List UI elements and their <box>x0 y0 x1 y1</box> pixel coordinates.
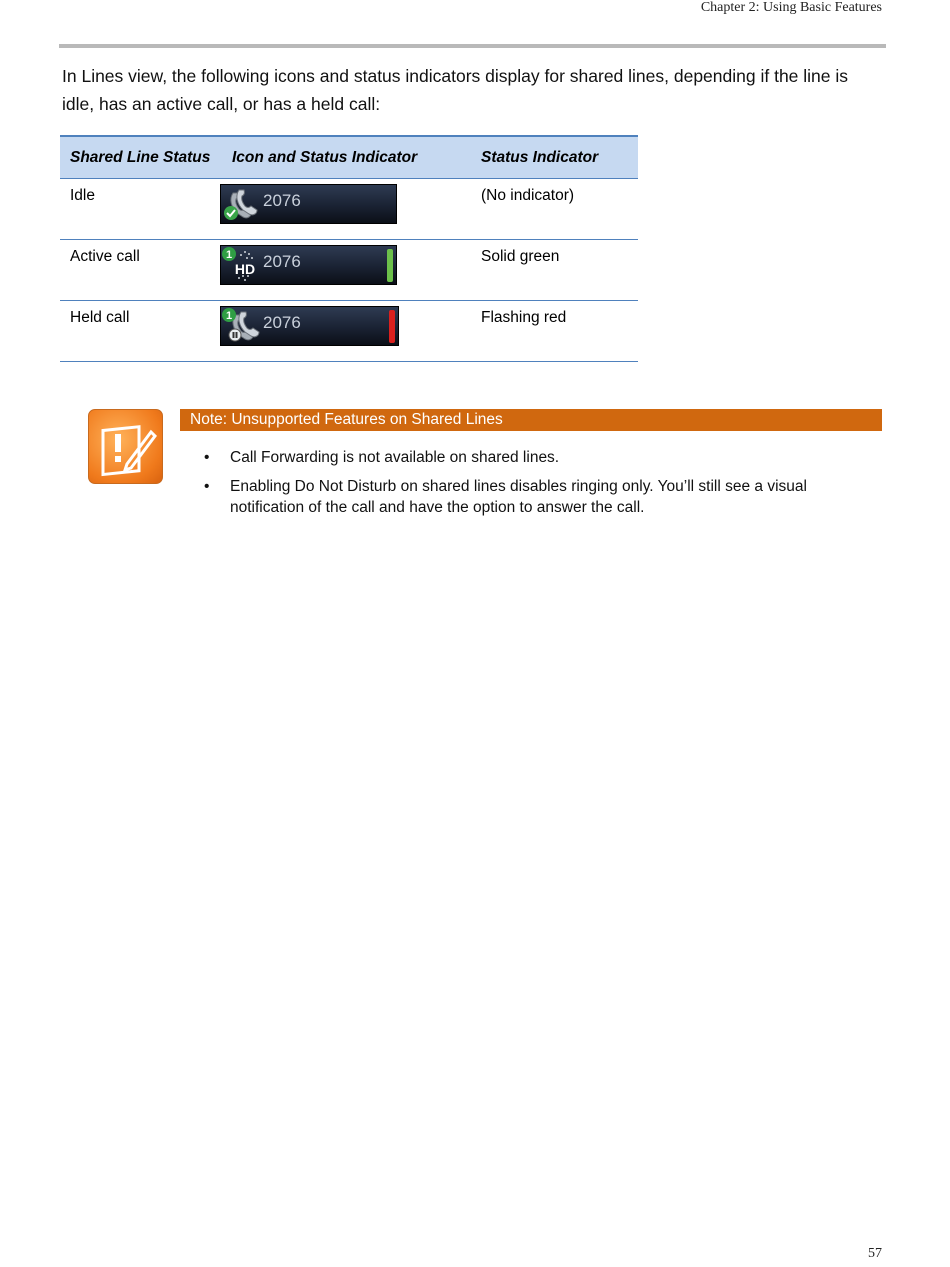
note-item-text: Enabling Do Not Disturb on shared lines disables ringing only. You’ll still see a visual notification of the call and have the option to answer the call. <box>230 478 807 516</box>
status-indicator-red <box>389 310 395 343</box>
shared-line-status-table <box>60 135 638 362</box>
shared-line-active-hd-icon <box>221 246 261 284</box>
row-icon-cell <box>226 240 471 301</box>
line-key-idle <box>220 184 397 224</box>
row-indicator: Flashing red <box>471 301 638 362</box>
row-indicator: Solid green <box>471 240 638 301</box>
header-rule <box>59 44 886 48</box>
status-indicator-green <box>387 249 393 282</box>
note-title: Note: Unsupported Features on Shared Lines <box>180 409 882 431</box>
line-key-active <box>220 245 397 285</box>
row-status: Active call <box>60 240 226 301</box>
row-icon-cell <box>226 301 471 362</box>
line-number: 2076 <box>263 191 301 210</box>
note-list <box>204 447 844 526</box>
bullet-icon: • <box>204 449 210 466</box>
line-key-held <box>220 306 399 346</box>
table-row <box>60 301 638 362</box>
page-number: 57 <box>868 1246 882 1261</box>
row-icon-cell <box>226 179 471 240</box>
bullet-icon: • <box>204 478 210 495</box>
table-row <box>60 240 638 301</box>
call-count-badge: 1 <box>225 310 233 322</box>
list-item <box>204 476 844 518</box>
note-warning-icon <box>88 409 163 484</box>
intro-paragraph: In Lines view, the following icons and status indicators display for shared lines, depending if the line is idle, has an active call, or has a held call: <box>62 66 849 114</box>
row-status: Idle <box>60 179 226 240</box>
table-row <box>60 179 638 240</box>
shared-line-held-icon <box>221 307 261 345</box>
hd-label: HD <box>234 261 256 277</box>
table-header-row <box>60 136 638 179</box>
chapter-header: Chapter 2: Using Basic Features <box>700 0 882 15</box>
row-indicator: (No indicator) <box>471 179 638 240</box>
list-item <box>204 447 844 468</box>
column-header-icon: Icon and Status Indicator <box>226 136 471 179</box>
line-number: 2076 <box>263 313 301 332</box>
shared-line-idle-icon <box>221 185 261 223</box>
line-number: 2076 <box>263 252 301 271</box>
column-header-status: Shared Line Status <box>60 136 226 179</box>
row-status: Held call <box>60 301 226 362</box>
column-header-indicator: Status Indicator <box>471 136 638 179</box>
note-item-text: Call Forwarding is not available on shared lines. <box>230 449 560 466</box>
call-count-badge: 1 <box>225 249 233 261</box>
